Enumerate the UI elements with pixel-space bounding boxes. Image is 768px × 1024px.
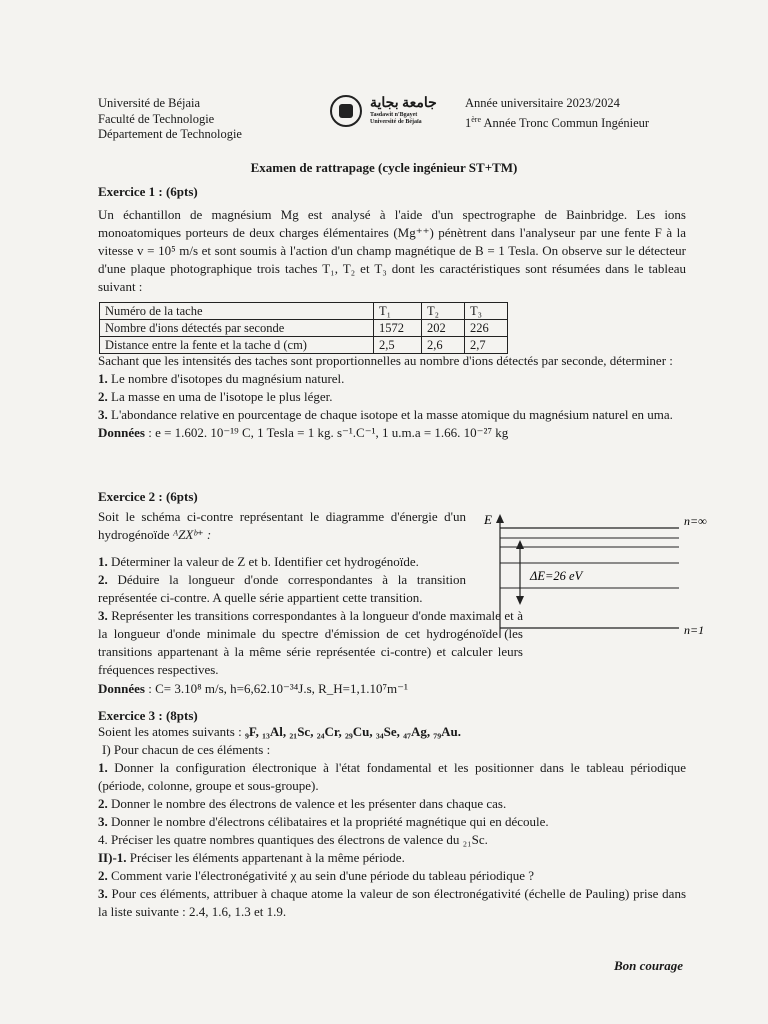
exam-title: Examen de rattrapage (cycle ingénieur ST+TM) bbox=[250, 160, 518, 175]
exercise-2-data: Données : C= 3.10⁸ m/s, h=6,62.10⁻³⁴J.s, R_H=1,1.10⁷m⁻¹ bbox=[98, 681, 408, 696]
academic-year-block bbox=[465, 96, 649, 131]
closing-note: Bon courage bbox=[614, 958, 683, 973]
exercise-1-heading: Exercice 1 : (6pts) bbox=[98, 184, 198, 199]
university-logo bbox=[330, 95, 475, 131]
exercise-2-q3: 3. Représenter les transitions correspondantes à la longueur d'onde maximale et à la longueur d'onde minimale du spectre d'émission de cet hydrogénoïde (les transitions appartenant à la même série représentée ci-contre) et calculer leurs fréquences respectives. bbox=[98, 608, 523, 677]
table-row: Distance entre la fente et la tache d (cm) 2,5 2,6 2,7 bbox=[100, 337, 508, 354]
arrow-down-icon bbox=[516, 596, 524, 605]
energy-axis-label: E bbox=[484, 512, 492, 527]
university-name: Université de Béjaia bbox=[98, 96, 201, 110]
level-infinity-label: n=∞ bbox=[684, 514, 707, 528]
faculty-name: Faculté de Technologie bbox=[98, 111, 215, 126]
exercise-3-atoms: Soient les atomes suivants : ₉F, ₁₃Al, ₂₁Sc, ₂₄Cr, ₂₉Cu, ₃₄Se, ₄₇Ag, ₇₉Au. bbox=[98, 724, 462, 739]
study-level: 1ère Année Tronc Commun Ingénieur bbox=[465, 114, 650, 130]
table-row: Nombre d'ions détectés par seconde 1572 202 226 bbox=[100, 320, 508, 337]
logo-arabic: جامعة بجاية bbox=[370, 96, 437, 111]
exercise-2-questions-a: 1. Déterminer la valeur de Z et b. Identifier cet hydrogénoïde. 2. Déduire la longueur d'onde correspondantes à la transition représentée ci-contre. A quelle série appartient cette transition. bbox=[98, 554, 466, 605]
level-ground-label: n=1 bbox=[684, 623, 705, 637]
exercise-1-intro: Un échantillon de magnésium Mg est analysé à l'aide d'un spectrographe de Bainbridge. Les ions monoatomiques porteurs de deux charges élémentaires (Mg⁺⁺) pénètrent dans l'analyseur par une fente F à la vitesse v = 10⁵ m/s et sont soumis à l'action d'un champ magnétique de B = 1 Tesla. On observe sur le détecteur d'une plaque photographique trois taches T₁, T₂ et T₃ dont les caractéristiques sont résumées dans le tableau suivant : bbox=[98, 207, 686, 294]
exercise-3-body: I) Pour chacun de ces éléments : 1. Donner la configuration électronique à l'état fondamental et les positionner dans le tableau périodique (période, colonne, groupe et sous-groupe). 2. Donner le nombre des électrons de valence et les présenter dans chaque cas. 3. Donner le nombre d'électrons célibataires et la propriété magnétique qui en découle. 4. Préciser les quatre nombres quantiques des électrons de valence du ₂₁Sc. II)-1. Préciser les éléments appartenant à la même période. 2. Comment varie l'électronégativité χ au sein d'une période du tableau périodique ? 3. Pour ces éléments, attribuer à chaque atome la valeur de son électronégativité (échelle de Pauling) prise dans la liste suivante : 2.4, 1.6, 1.3 et 1.9. bbox=[98, 742, 686, 919]
exercise-1-body: Sachant que les intensités des taches sont proportionnelles au nombre d'ions détectés par seconde, déterminer : 1. Le nombre d'isotopes du magnésium naturel. 2. La masse en uma de l'isotope le plus léger. 3. L'abondance relative en pourcentage de chaque isotope et la masse atomique du magnésium naturel en uma. Données : e = 1.602. 10⁻¹⁹ C, 1 Tesla = 1 kg. s⁻¹.C⁻¹, 1 u.m.a = 1.66. 10⁻²⁷ kg bbox=[98, 353, 673, 440]
department-name: Département de Technologie bbox=[98, 127, 242, 141]
spots-table bbox=[99, 302, 508, 354]
axis-arrow-icon bbox=[496, 514, 504, 523]
seal-icon bbox=[330, 95, 362, 127]
institution-block bbox=[98, 96, 242, 143]
academic-year: Année universitaire 2023/2024 bbox=[465, 96, 620, 110]
table-row: Numéro de la tache T₁ T₂ T₃ bbox=[100, 303, 508, 320]
exercise-2-intro: Soit le schéma ci-contre représentant le diagramme d'énergie d'un hydrogénoïde ᴬZXᵇ⁺ : bbox=[98, 509, 466, 542]
logo-subtitle: Tasdawit n'Bgayet Université de Béjaïa bbox=[370, 112, 422, 125]
delta-e-label: ΔE=26 eV bbox=[530, 569, 583, 583]
energy-diagram bbox=[482, 510, 722, 640]
arrow-up-icon bbox=[516, 540, 524, 549]
exercise-3-heading: Exercice 3 : (8pts) bbox=[98, 708, 198, 723]
exercise-2-heading: Exercice 2 : (6pts) bbox=[98, 489, 198, 504]
